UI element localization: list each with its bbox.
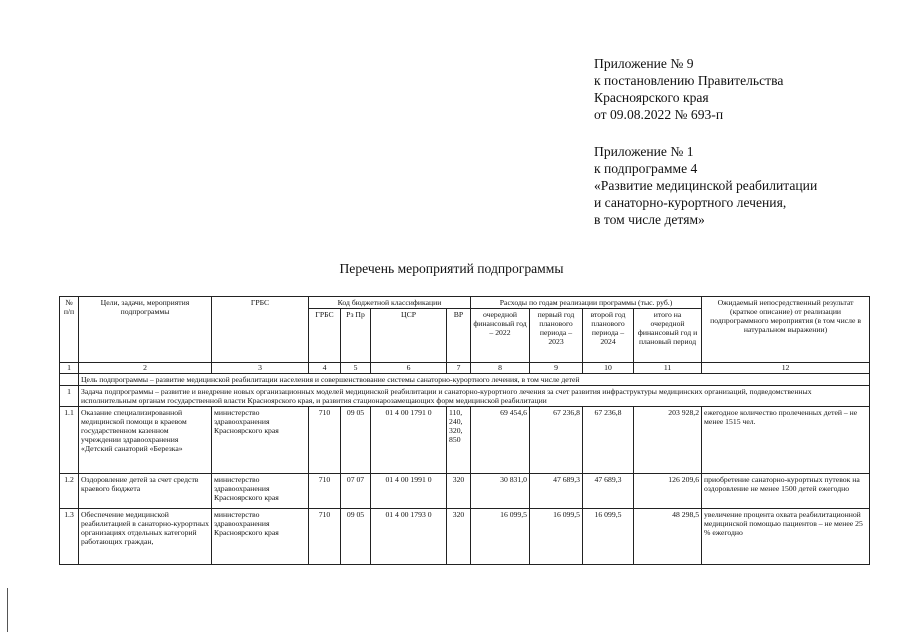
header-year-2024: второй год планового периода – 2024 bbox=[583, 309, 634, 363]
row-name: Оздоровление детей за счет средств краевого бюджета bbox=[79, 474, 212, 509]
row-2024: 67 236,8 bbox=[583, 407, 634, 474]
appendix-1-line-5: в том числе детям» bbox=[594, 212, 705, 227]
appendix-1-line-3: «Развитие медицинской реабилитации bbox=[594, 178, 818, 193]
appendix-9-line-4: от 09.08.2022 № 693-п bbox=[594, 107, 724, 122]
row-2022: 16 099,5 bbox=[471, 509, 530, 565]
row-grbs-name: министерство здравоохранения Красноярского края bbox=[212, 509, 309, 565]
header-code-grbs: ГРБС bbox=[309, 309, 341, 363]
appendix-9-block bbox=[594, 55, 894, 123]
row-grbs-code: 710 bbox=[309, 509, 341, 565]
header-row-1 bbox=[60, 297, 870, 309]
task-row bbox=[60, 386, 870, 407]
task-text: Задача подпрограммы – развитие и внедрение новых организационных моделей медицинской реабилитации и санаторно-курортного лечения за счет развития инфраструктуры медицинских организаций, подведомственных исполнительным органам государственной власти Красноярского края, и развития стационарозамещающих форм медицинской реабилитации bbox=[79, 386, 870, 407]
row-result: приобретение санаторно-курортных путевок на оздоровление не менее 1500 детей ежегодно bbox=[702, 474, 870, 509]
header-num: № п/п bbox=[60, 297, 79, 363]
appendix-1-line-2: к подпрограмме 4 bbox=[594, 161, 698, 176]
row-name: Обеспечение медицинской реабилитацией в санаторно-курортных организациях отдельных категорий работающих граждан, bbox=[79, 509, 212, 565]
appendix-9-line-2: к постановлению Правительства bbox=[594, 73, 784, 88]
header-result: Ожидаемый непосредственный результат (краткое описание) от реализации подпрограммного мероприятия (в том числе в натуральном выражении) bbox=[702, 297, 870, 363]
row-csr: 01 4 00 1791 0 bbox=[371, 407, 447, 474]
header-expenses: Расходы по годам реализации программы (тыс. руб.) bbox=[471, 297, 702, 309]
row-vr: 110, 240, 320, 850 bbox=[447, 407, 471, 474]
row-grbs-name: министерство здравоохранения Красноярского края bbox=[212, 474, 309, 509]
table-row bbox=[60, 474, 870, 509]
column-number: 7 bbox=[447, 363, 471, 374]
appendix-9-line-3: Красноярского края bbox=[594, 90, 709, 105]
column-number: 9 bbox=[530, 363, 583, 374]
row-csr: 01 4 00 1991 0 bbox=[371, 474, 447, 509]
header-total: итого на очередной финансовый год и плановый период bbox=[634, 309, 702, 363]
appendix-1-line-1: Приложение № 1 bbox=[594, 144, 694, 159]
column-number: 4 bbox=[309, 363, 341, 374]
row-csr: 01 4 00 1793 0 bbox=[371, 509, 447, 565]
row-num: 1.2 bbox=[60, 474, 79, 509]
column-number: 6 bbox=[371, 363, 447, 374]
row-result: ежегодное количество пролеченных детей – не менее 1515 чел. bbox=[702, 407, 870, 474]
column-number: 5 bbox=[341, 363, 371, 374]
header-budget-code: Код бюджетной классификации bbox=[309, 297, 471, 309]
column-number: 8 bbox=[471, 363, 530, 374]
header-code-rzpr: Рз Пр bbox=[341, 309, 371, 363]
row-grbs-code: 710 bbox=[309, 474, 341, 509]
measures-table bbox=[59, 296, 870, 565]
header-grbs: ГРБС bbox=[212, 297, 309, 363]
column-number: 11 bbox=[634, 363, 702, 374]
goal-num-cell bbox=[60, 374, 79, 386]
row-grbs-code: 710 bbox=[309, 407, 341, 474]
row-total: 126 209,6 bbox=[634, 474, 702, 509]
row-rzpr: 09 05 bbox=[341, 407, 371, 474]
document-title: Перечень мероприятий подпрограммы bbox=[339, 261, 564, 276]
row-total: 48 298,5 bbox=[634, 509, 702, 565]
row-2023: 47 689,3 bbox=[530, 474, 583, 509]
column-number: 12 bbox=[702, 363, 870, 374]
row-2023: 16 099,5 bbox=[530, 509, 583, 565]
header-code-csr: ЦСР bbox=[371, 309, 447, 363]
column-number: 2 bbox=[79, 363, 212, 374]
header-goals: Цели, задачи, мероприятия подпрограммы bbox=[79, 297, 212, 363]
page-edge-line bbox=[7, 588, 8, 632]
column-number: 10 bbox=[583, 363, 634, 374]
appendix-1-block bbox=[594, 143, 894, 228]
row-rzpr: 07 07 bbox=[341, 474, 371, 509]
row-result: увеличение процента охвата реабилитационной медицинской помощью пациентов – не менее 25 % ежегодно bbox=[702, 509, 870, 565]
row-vr: 320 bbox=[447, 474, 471, 509]
row-total: 203 928,2 bbox=[634, 407, 702, 474]
row-2023: 67 236,8 bbox=[530, 407, 583, 474]
row-2024: 16 099,5 bbox=[583, 509, 634, 565]
goal-text: Цель подпрограммы – развитие медицинской реабилитации населения и совершенствование системы санаторно-курортного лечения, в том числе детей bbox=[79, 374, 870, 386]
row-vr: 320 bbox=[447, 509, 471, 565]
task-num: 1 bbox=[60, 386, 79, 407]
header-year-2022: очередной финансовый год – 2022 bbox=[471, 309, 530, 363]
row-2022: 30 831,0 bbox=[471, 474, 530, 509]
row-num: 1.1 bbox=[60, 407, 79, 474]
table-row bbox=[60, 407, 870, 474]
row-num: 1.3 bbox=[60, 509, 79, 565]
row-2024: 47 689,3 bbox=[583, 474, 634, 509]
goal-row bbox=[60, 374, 870, 386]
header-code-vr: ВР bbox=[447, 309, 471, 363]
row-name: Оказание специализированной медицинской помощи в краевом государственном казенном учреждении здравоохранения «Детский санаторий «Березка» bbox=[79, 407, 212, 474]
header-year-2023: первый год планового периода – 2023 bbox=[530, 309, 583, 363]
table-row bbox=[60, 509, 870, 565]
appendix-1-line-4: и санаторно-курортного лечения, bbox=[594, 195, 787, 210]
column-number: 1 bbox=[60, 363, 79, 374]
column-number: 3 bbox=[212, 363, 309, 374]
row-2022: 69 454,6 bbox=[471, 407, 530, 474]
column-number-row bbox=[60, 363, 870, 374]
row-grbs-name: министерство здравоохранения Красноярского края bbox=[212, 407, 309, 474]
appendix-9-line-1: Приложение № 9 bbox=[594, 56, 694, 71]
row-rzpr: 09 05 bbox=[341, 509, 371, 565]
